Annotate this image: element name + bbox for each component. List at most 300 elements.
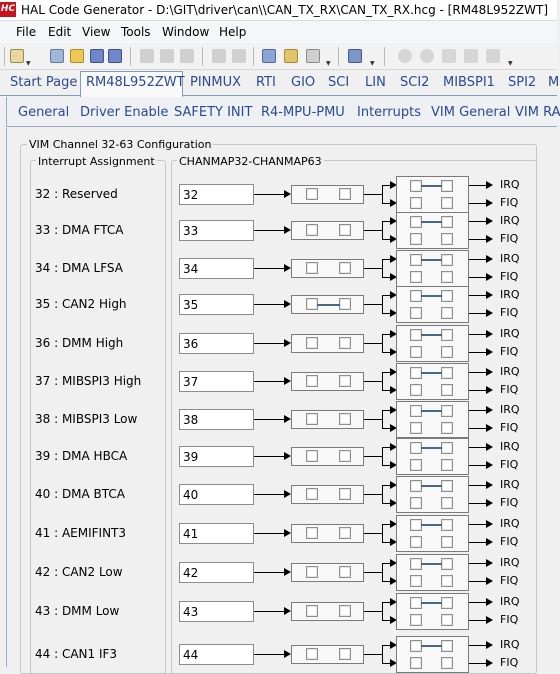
branch-line (382, 645, 383, 663)
irq-dest-checkbox[interactable] (441, 480, 453, 492)
interrupt-label: 35 : CAN2 High (35, 297, 127, 311)
irq-label: IRQ (500, 288, 520, 301)
connector-line (469, 390, 487, 391)
fiq-label: FIQ (500, 383, 519, 396)
irq-fiq-box (396, 250, 469, 287)
tab-sci[interactable]: SCI (328, 75, 350, 90)
branch-line (382, 295, 383, 313)
connector-line (469, 352, 487, 353)
irq-fiq-box (396, 363, 469, 400)
mux-checkbox[interactable] (306, 488, 318, 500)
arrow-right-icon (486, 217, 493, 225)
channel-input[interactable]: 36 (179, 333, 254, 354)
copy-icon[interactable] (160, 49, 174, 63)
arrow-right-icon (486, 559, 493, 567)
mux-checkbox[interactable] (306, 527, 318, 539)
fiq-source-checkbox[interactable] (410, 307, 422, 319)
fiq-source-checkbox[interactable] (410, 497, 422, 509)
arrow-right-icon (486, 641, 493, 649)
irq-fiq-box (396, 593, 469, 630)
route-line (421, 372, 442, 374)
channel-input[interactable]: 33 (179, 220, 254, 241)
irq-dest-checkbox[interactable] (441, 254, 453, 266)
arrow-right-icon (486, 520, 493, 528)
branch-line (382, 524, 383, 542)
connector-line (364, 419, 382, 420)
mux-box (291, 645, 364, 664)
connector-line (364, 572, 382, 573)
channel-input[interactable]: 40 (179, 484, 254, 505)
mux-box (291, 221, 364, 240)
fiq-label: FIQ (500, 196, 519, 209)
fiq-source-checkbox[interactable] (410, 536, 422, 548)
mux-checkbox[interactable] (339, 262, 351, 274)
chanmap-title: CHANMAP32-CHANMAP63 (179, 155, 322, 168)
mux-checkbox[interactable] (339, 224, 351, 236)
arrow-right-icon (486, 461, 493, 469)
mux-box (291, 334, 364, 353)
save-icon[interactable] (90, 49, 104, 63)
fiq-source-checkbox[interactable] (410, 422, 422, 434)
interrupt-label: 41 : AEMIFINT3 (35, 526, 127, 540)
connector-line (254, 654, 286, 655)
connector-line (469, 524, 487, 525)
interrupt-label: 37 : MIBSPI3 High (35, 374, 142, 388)
find-icon[interactable] (262, 49, 276, 63)
irq-dest-checkbox[interactable] (441, 597, 453, 609)
fiq-label: FIQ (500, 270, 519, 283)
mux-box (291, 485, 364, 504)
tab-general[interactable]: General (18, 105, 70, 120)
fiq-label: FIQ (500, 535, 519, 548)
interrupt-label: 34 : DMA LFSA (35, 261, 123, 275)
arrow-right-icon (486, 577, 493, 585)
arrow-right-icon (284, 650, 291, 658)
irq-label: IRQ (500, 327, 520, 340)
new-project-icon[interactable] (10, 49, 24, 63)
irq-dest-checkbox[interactable] (441, 558, 453, 570)
channel-input[interactable]: 44 (179, 644, 254, 665)
arrow-right-icon (284, 300, 291, 308)
irq-fiq-box (396, 401, 469, 438)
irq-label: IRQ (500, 595, 520, 608)
home-icon[interactable] (486, 49, 500, 63)
route-line (421, 524, 442, 526)
irq-label: IRQ (500, 178, 520, 191)
connector-line (469, 259, 487, 260)
connector-line (469, 372, 487, 373)
arrow-right-icon (284, 490, 291, 498)
undo-icon[interactable] (212, 49, 226, 63)
mux-checkbox[interactable] (306, 375, 318, 387)
branch-line (382, 185, 383, 203)
fiq-dest-checkbox[interactable] (441, 459, 453, 471)
connector-line (469, 295, 487, 296)
connector-line (469, 447, 487, 448)
irq-dest-checkbox[interactable] (441, 180, 453, 192)
irq-fiq-box (396, 636, 469, 673)
fiq-label: FIQ (500, 421, 519, 434)
mux-checkbox[interactable] (339, 375, 351, 387)
branch-line (382, 485, 383, 503)
tab-driver-enable[interactable]: Driver Enable (80, 105, 169, 120)
mux-checkbox[interactable] (339, 298, 351, 310)
menu-tools[interactable]: Tools (121, 25, 151, 39)
tab-pinmux[interactable]: PINMUX (190, 75, 242, 90)
arrow-right-icon (486, 598, 493, 606)
route-line (421, 410, 442, 412)
redo-icon[interactable] (232, 49, 246, 63)
chevron-down-icon[interactable]: ▼ (326, 60, 331, 67)
arrow-right-icon (284, 264, 291, 272)
tab-gio[interactable]: GIO (291, 75, 316, 90)
fiq-label: FIQ (500, 613, 519, 626)
connector-line (364, 611, 382, 612)
fiq-dest-checkbox[interactable] (441, 271, 453, 283)
fiq-source-checkbox[interactable] (410, 384, 422, 396)
mux-checkbox[interactable] (306, 224, 318, 236)
tab-rm48l952zwt[interactable]: RM48L952ZWT (86, 75, 185, 90)
mux-checkbox[interactable] (339, 450, 351, 462)
connector-line (254, 611, 286, 612)
connector-line (364, 456, 382, 457)
connector-line (469, 334, 487, 335)
chevron-down-icon[interactable]: ▼ (26, 60, 31, 67)
branch-line (382, 259, 383, 277)
vim-group-title: VIM Channel 32-63 Configuration (29, 138, 212, 151)
mux-checkbox[interactable] (339, 566, 351, 578)
irq-fiq-box (396, 476, 469, 513)
tab-vim-general[interactable]: VIM General (431, 105, 511, 120)
mux-box (291, 410, 364, 429)
mux-checkbox[interactable] (306, 262, 318, 274)
tab-lin[interactable]: LIN (365, 75, 386, 90)
tab-interrupts[interactable]: Interrupts (357, 105, 421, 120)
connector-line (469, 221, 487, 222)
route-line (421, 645, 442, 647)
connector-line (254, 381, 286, 382)
route-line (317, 304, 340, 306)
arrow-right-icon (486, 538, 493, 546)
fiq-dest-checkbox[interactable] (441, 197, 453, 209)
mux-checkbox[interactable] (306, 566, 318, 578)
interrupt-label: 38 : MIBSPI3 Low (35, 412, 138, 426)
connector-line (364, 194, 382, 195)
arrow-right-icon (486, 199, 493, 207)
branch-line (382, 334, 383, 352)
arrow-right-icon (486, 424, 493, 432)
connector-line (364, 654, 382, 655)
fiq-dest-checkbox[interactable] (441, 614, 453, 626)
mux-checkbox[interactable] (339, 648, 351, 660)
irq-fiq-box (396, 554, 469, 591)
fiq-dest-checkbox[interactable] (441, 233, 453, 245)
branch-line (382, 563, 383, 581)
connector-line (469, 663, 487, 664)
interrupt-label: 44 : CAN1 IF3 (35, 647, 118, 661)
irq-fiq-box (396, 176, 469, 213)
arrow-right-icon (284, 377, 291, 385)
close-icon[interactable] (442, 49, 456, 63)
fiq-dest-checkbox[interactable] (441, 422, 453, 434)
tab-spi2[interactable]: SPI2 (508, 75, 537, 90)
tab-safety-init[interactable]: SAFETY INIT (174, 105, 253, 120)
arrow-right-icon (284, 190, 291, 198)
mux-box (291, 524, 364, 543)
mux-checkbox[interactable] (306, 413, 318, 425)
irq-fiq-box (396, 515, 469, 552)
new-file-icon[interactable] (50, 49, 64, 63)
fiq-source-checkbox[interactable] (410, 657, 422, 669)
mux-checkbox[interactable] (339, 488, 351, 500)
irq-dest-checkbox[interactable] (441, 640, 453, 652)
window-title: HAL Code Generator - D:\GIT\driver\can\\CAN_TX_RX\CAN_TX_RX.hcg - [RM48L952ZWT] (21, 3, 549, 17)
channel-input[interactable]: 39 (179, 446, 254, 467)
mux-checkbox[interactable] (339, 337, 351, 349)
interrupt-label: 33 : DMA FTCA (35, 223, 124, 237)
menu-file[interactable]: File (16, 25, 37, 39)
connector-line (469, 277, 487, 278)
fiq-source-checkbox[interactable] (410, 233, 422, 245)
connector-line (254, 268, 286, 269)
connector-line (469, 485, 487, 486)
connector-line (469, 239, 487, 240)
irq-dest-checkbox[interactable] (441, 290, 453, 302)
fiq-dest-checkbox[interactable] (441, 346, 453, 358)
connector-line (254, 533, 286, 534)
irq-dest-checkbox[interactable] (441, 442, 453, 454)
route-line (421, 221, 442, 223)
connector-line (469, 503, 487, 504)
connector-line (364, 343, 382, 344)
chevron-down-icon[interactable]: ▼ (370, 60, 375, 67)
arrow-right-icon (486, 659, 493, 667)
irq-label: IRQ (500, 478, 520, 491)
back-icon[interactable] (398, 49, 412, 63)
arrow-right-icon (486, 235, 493, 243)
connector-line (469, 203, 487, 204)
cut-icon[interactable] (140, 49, 154, 63)
mux-box (291, 563, 364, 582)
irq-label: IRQ (500, 365, 520, 378)
tab-mibspi1[interactable]: MIBSPI1 (443, 75, 495, 90)
channel-input[interactable]: 43 (179, 601, 254, 622)
mux-box (291, 447, 364, 466)
mux-checkbox[interactable] (339, 413, 351, 425)
config-tabs (6, 97, 560, 127)
arrow-right-icon (486, 616, 493, 624)
arrow-right-icon (486, 443, 493, 451)
connector-line (469, 620, 487, 621)
branch-line (382, 221, 383, 239)
irq-fiq-box (396, 286, 469, 323)
fiq-dest-checkbox[interactable] (441, 575, 453, 587)
interrupt-label: 36 : DMM High (35, 336, 124, 350)
branch-line (382, 410, 383, 428)
connector-line (254, 343, 286, 344)
irq-label: IRQ (500, 403, 520, 416)
connector-line (469, 581, 487, 582)
irq-label: IRQ (500, 214, 520, 227)
branch-line (382, 447, 383, 465)
connector-line (469, 563, 487, 564)
mux-checkbox[interactable] (306, 188, 318, 200)
arrow-right-icon (486, 406, 493, 414)
paste-icon[interactable] (180, 49, 194, 63)
connector-line (254, 494, 286, 495)
irq-label: IRQ (500, 252, 520, 265)
menu-view[interactable]: View (82, 25, 111, 39)
irq-fiq-box (396, 325, 469, 362)
channel-input[interactable]: 34 (179, 258, 254, 279)
channel-input[interactable]: 35 (179, 294, 254, 315)
connector-line (364, 268, 382, 269)
fiq-dest-checkbox[interactable] (441, 384, 453, 396)
mux-checkbox[interactable] (306, 605, 318, 617)
irq-dest-checkbox[interactable] (441, 216, 453, 228)
fiq-label: FIQ (500, 345, 519, 358)
arrow-right-icon (486, 386, 493, 394)
connector-line (469, 465, 487, 466)
arrow-right-icon (284, 568, 291, 576)
connector-line (254, 304, 286, 305)
mux-checkbox[interactable] (306, 450, 318, 462)
tab-sci2[interactable]: SCI2 (400, 75, 430, 90)
connector-line (364, 304, 382, 305)
irq-dest-checkbox[interactable] (441, 405, 453, 417)
arrow-right-icon (486, 481, 493, 489)
arrow-right-icon (486, 273, 493, 281)
generate-code-icon[interactable] (284, 49, 298, 63)
app-logo-icon: HC (0, 2, 16, 17)
irq-label: IRQ (500, 638, 520, 651)
connector-line (254, 456, 286, 457)
channel-input[interactable]: 42 (179, 562, 254, 583)
tab-vim-ram[interactable]: VIM RA (515, 105, 560, 120)
title-bar (0, 0, 557, 21)
file-tabs (0, 70, 560, 96)
menu-bar (0, 21, 557, 43)
arrow-right-icon (284, 339, 291, 347)
branch-line (382, 602, 383, 620)
interrupt-label: 32 : Reserved (35, 187, 118, 201)
connector-line (469, 542, 487, 543)
fiq-label: FIQ (500, 574, 519, 587)
irq-label: IRQ (500, 556, 520, 569)
arrow-right-icon (284, 529, 291, 537)
interrupt-assignment-title: Interrupt Assignment (38, 155, 155, 168)
route-line (421, 485, 442, 487)
toolbar-grip (4, 47, 5, 66)
irq-dest-checkbox[interactable] (441, 329, 453, 341)
fiq-label: FIQ (500, 496, 519, 509)
document-icon[interactable] (306, 49, 320, 63)
arrow-right-icon (486, 330, 493, 338)
connector-line (364, 230, 382, 231)
fiq-source-checkbox[interactable] (410, 614, 422, 626)
arrow-right-icon (486, 368, 493, 376)
irq-dest-checkbox[interactable] (441, 367, 453, 379)
mux-checkbox[interactable] (339, 188, 351, 200)
arrow-right-icon (486, 309, 493, 317)
arrow-right-icon (486, 181, 493, 189)
channel-input[interactable]: 38 (179, 409, 254, 430)
fiq-dest-checkbox[interactable] (441, 536, 453, 548)
connector-line (254, 572, 286, 573)
export-icon[interactable] (464, 49, 478, 63)
menu-edit[interactable]: Edit (48, 25, 72, 39)
route-line (421, 295, 442, 297)
fiq-source-checkbox[interactable] (410, 575, 422, 587)
channel-input[interactable]: 32 (179, 184, 254, 205)
mux-box (291, 372, 364, 391)
arrow-right-icon (486, 291, 493, 299)
irq-dest-checkbox[interactable] (441, 519, 453, 531)
interrupt-label: 40 : DMA BTCA (35, 487, 126, 501)
tab-r4-mpu-pmu[interactable]: R4-MPU-PMU (261, 105, 345, 120)
mux-checkbox[interactable] (339, 605, 351, 617)
irq-fiq-box (396, 438, 469, 475)
arrow-right-icon (486, 255, 493, 263)
irq-fiq-box (396, 212, 469, 249)
fiq-dest-checkbox[interactable] (441, 307, 453, 319)
tab-overflow[interactable]: M (548, 75, 560, 90)
layers-icon[interactable] (348, 49, 362, 63)
route-line (421, 259, 442, 261)
channel-input[interactable]: 37 (179, 371, 254, 392)
arrow-right-icon (284, 607, 291, 615)
arrow-right-icon (486, 348, 493, 356)
connector-line (469, 185, 487, 186)
toolbar (0, 43, 557, 70)
save-all-icon[interactable] (108, 49, 122, 63)
connector-line (469, 645, 487, 646)
connector-line (469, 410, 487, 411)
arrow-right-icon (284, 226, 291, 234)
channel-input[interactable]: 41 (179, 523, 254, 544)
fiq-label: FIQ (500, 306, 519, 319)
arrow-right-icon (486, 499, 493, 507)
mux-checkbox[interactable] (306, 648, 318, 660)
fiq-dest-checkbox[interactable] (441, 657, 453, 669)
chevron-down-icon[interactable]: ▼ (508, 60, 513, 67)
tab-start-page[interactable]: Start Page (10, 75, 78, 90)
tab-rti[interactable]: RTI (256, 75, 276, 90)
arrow-right-icon (284, 415, 291, 423)
fiq-source-checkbox[interactable] (410, 271, 422, 283)
connector-line (254, 194, 286, 195)
menu-help[interactable]: Help (219, 25, 247, 39)
connector-line (254, 230, 286, 231)
mux-checkbox[interactable] (306, 337, 318, 349)
open-folder-icon[interactable] (70, 49, 84, 63)
fiq-label: FIQ (500, 458, 519, 471)
fiq-label: FIQ (500, 232, 519, 245)
menu-window[interactable]: Window (162, 25, 210, 39)
route-line (421, 185, 442, 187)
interrupt-label: 42 : CAN2 Low (35, 565, 123, 579)
branch-line (382, 372, 383, 390)
fiq-source-checkbox[interactable] (410, 346, 422, 358)
fiq-source-checkbox[interactable] (410, 197, 422, 209)
forward-icon[interactable] (420, 49, 434, 63)
connector-line (469, 428, 487, 429)
fiq-source-checkbox[interactable] (410, 459, 422, 471)
arrow-right-icon (284, 452, 291, 460)
interrupt-label: 43 : DMM Low (35, 604, 120, 618)
fiq-dest-checkbox[interactable] (441, 497, 453, 509)
mux-checkbox[interactable] (339, 527, 351, 539)
